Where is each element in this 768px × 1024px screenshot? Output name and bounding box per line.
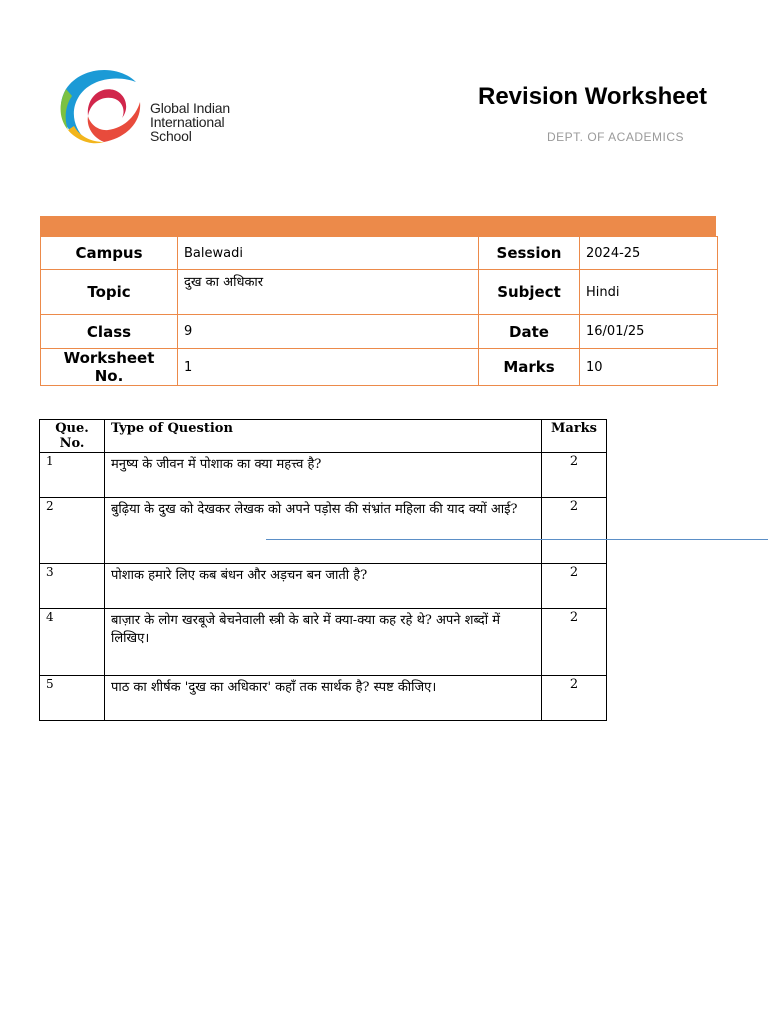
school-name bbox=[150, 101, 230, 143]
info-row-campus bbox=[41, 237, 718, 270]
question-number: 3 bbox=[40, 564, 105, 609]
question-text: बाज़ार के लोग खरबूजे बेचनेवाली स्त्री के बारे में क्या-क्या कह रहे थे? अपने शब्दों में लिखिए। bbox=[105, 609, 542, 676]
question-marks: 2 bbox=[542, 609, 607, 676]
class-value: 9 bbox=[178, 315, 479, 349]
question-row bbox=[40, 564, 607, 609]
question-text: मनुष्य के जीवन में पोशाक का क्या महत्त्व है? bbox=[105, 453, 542, 498]
que-no-header-line-2: No. bbox=[59, 436, 85, 451]
marks-label: Marks bbox=[479, 349, 580, 386]
question-row bbox=[40, 609, 607, 676]
campus-label: Campus bbox=[41, 237, 178, 270]
info-row-topic bbox=[41, 270, 718, 315]
class-label: Class bbox=[41, 315, 178, 349]
worksheet-value: 1 bbox=[178, 349, 479, 386]
type-header: Type of Question bbox=[105, 420, 542, 453]
questions-header-row bbox=[40, 420, 607, 453]
question-number: 2 bbox=[40, 498, 105, 564]
worksheet-label: Worksheet No. bbox=[41, 349, 178, 386]
info-table bbox=[40, 236, 718, 386]
info-row-worksheet bbox=[41, 349, 718, 386]
que-no-header bbox=[40, 420, 105, 453]
school-name-line-3: School bbox=[150, 128, 192, 144]
school-logo bbox=[56, 64, 246, 154]
que-no-header-line-1: Que. bbox=[55, 421, 89, 436]
subject-label: Subject bbox=[479, 270, 580, 315]
question-number: 5 bbox=[40, 676, 105, 721]
question-row bbox=[40, 498, 607, 564]
question-row bbox=[40, 453, 607, 498]
info-header-bar bbox=[40, 216, 716, 236]
subject-value: Hindi bbox=[580, 270, 718, 315]
question-number: 1 bbox=[40, 453, 105, 498]
question-marks: 2 bbox=[542, 453, 607, 498]
marks-value: 10 bbox=[580, 349, 718, 386]
topic-label: Topic bbox=[41, 270, 178, 315]
date-value: 16/01/25 bbox=[580, 315, 718, 349]
date-label: Date bbox=[479, 315, 580, 349]
question-number: 4 bbox=[40, 609, 105, 676]
question-marks: 2 bbox=[542, 564, 607, 609]
question-row bbox=[40, 676, 607, 721]
info-row-class bbox=[41, 315, 718, 349]
logo-swirl-icon bbox=[56, 64, 146, 154]
question-text: बुढ़िया के दुख को देखकर लेखक को अपने पड़ोस की संभ्रांत महिला की याद क्यों आई? bbox=[105, 498, 542, 564]
question-text: पोशाक हमारे लिए कब बंधन और अड़चन बन जाती है? bbox=[105, 564, 542, 609]
school-name-line-2: International bbox=[150, 114, 225, 130]
school-name-line-1: Global Indian bbox=[150, 100, 230, 116]
session-value: 2024-25 bbox=[580, 237, 718, 270]
questions-table bbox=[39, 419, 607, 721]
topic-value: दुख का अधिकार bbox=[178, 270, 479, 315]
campus-value: Balewadi bbox=[178, 237, 479, 270]
question-marks: 2 bbox=[542, 498, 607, 564]
divider-line bbox=[266, 539, 768, 540]
session-label: Session bbox=[479, 237, 580, 270]
department-label: DEPT. OF ACADEMICS bbox=[547, 130, 685, 144]
marks-header: Marks bbox=[542, 420, 607, 453]
question-marks: 2 bbox=[542, 676, 607, 721]
question-text: पाठ का शीर्षक 'दुख का अधिकार' कहाँ तक सार्थक है? स्पष्ट कीजिए। bbox=[105, 676, 542, 721]
page-title: Revision Worksheet bbox=[478, 83, 707, 110]
